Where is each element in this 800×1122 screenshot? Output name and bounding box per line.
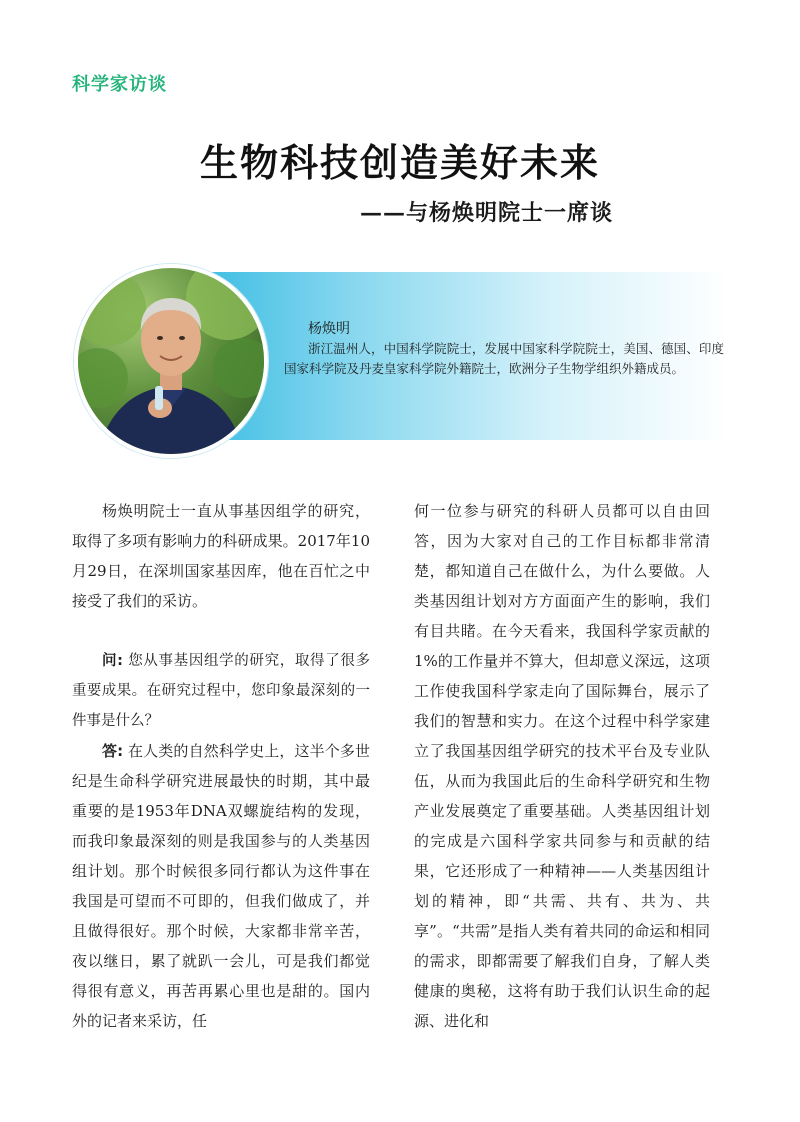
answer-continuation: 何一位参与研究的科研人员都可以自由回答，因为大家对自己的工作目标都非常清楚，都知道自己在做什么，为什么要做。人类基因组计划对方方面面产生的影响，我们有目共睹。在今天看来，我国科学家贡献的1%的工作量并不算大，但却意义深远，这项工作使我国科学家走向了国际舞台，展示了我们的智慧和实力。在这个过程中科学家建立了我国基因组学研究的技术平台及专业队伍，从而为我国此后的生命科学研究和生物产业发展奠定了重要基础。人类基因组计划的完成是六国科学家共同参与和贡献的结果，它还形成了一种精神——人类基因组计划的精神，即“共需、共有、共为、共享”。“共需”是指人类有着共同的命运和相同的需求，即都需要了解我们自身，了解人类健康的奥秘，这将有助于我们认识生命的起源、进化和	[414, 502, 710, 1030]
profile-bio: 浙江温州人，中国科学院院士，发展中国家科学院院士，美国、德国、印度国家科学院及丹麦皇家科学院外籍院士，欧洲分子生物学组织外籍成员。	[284, 341, 724, 376]
answer-paragraph	[72, 736, 370, 1036]
answer-text-left: 在人类的自然科学史上，这半个多世纪是生命科学研究进展最快的时期，其中最重要的是1953年DNA双螺旋结构的发现，而我印象最深刻的则是我国参与的人类基因组计划。那个时候很多同行都认为这件事在我国是可望而不可即的，但我们做成了，并且做得很好。那个时候，大家都非常辛苦，夜以继日，累了就趴一会儿，可是我们都觉得很有意义，再苦再累心里也是甜的。国内外的记者来采访，任	[72, 742, 370, 1030]
paragraph-gap	[72, 616, 370, 646]
section-label: 科学家访谈	[72, 74, 167, 95]
article-intro: 杨焕明院士一直从事基因组学的研究，取得了多项有影响力的科研成果。2017年10月29日，在深圳国家基因库，他在百忙之中接受了我们的采访。	[72, 502, 370, 610]
question-text: 您从事基因组学的研究，取得了很多重要成果。在研究过程中，您印象最深刻的一件事是什么？	[72, 653, 370, 729]
article-column-left	[72, 496, 370, 1036]
answer-label: 答:	[102, 742, 124, 760]
portrait-illustration	[78, 268, 264, 454]
article-column-right	[414, 496, 710, 1036]
question-paragraph	[72, 646, 370, 736]
portrait-photo	[74, 264, 268, 458]
article-title: 生物科技创造美好未来	[199, 140, 600, 185]
profile-name: 杨焕明	[308, 321, 350, 337]
article-subtitle: ——与杨焕明院士一席谈	[360, 200, 614, 226]
question-label: 问:	[102, 653, 123, 669]
